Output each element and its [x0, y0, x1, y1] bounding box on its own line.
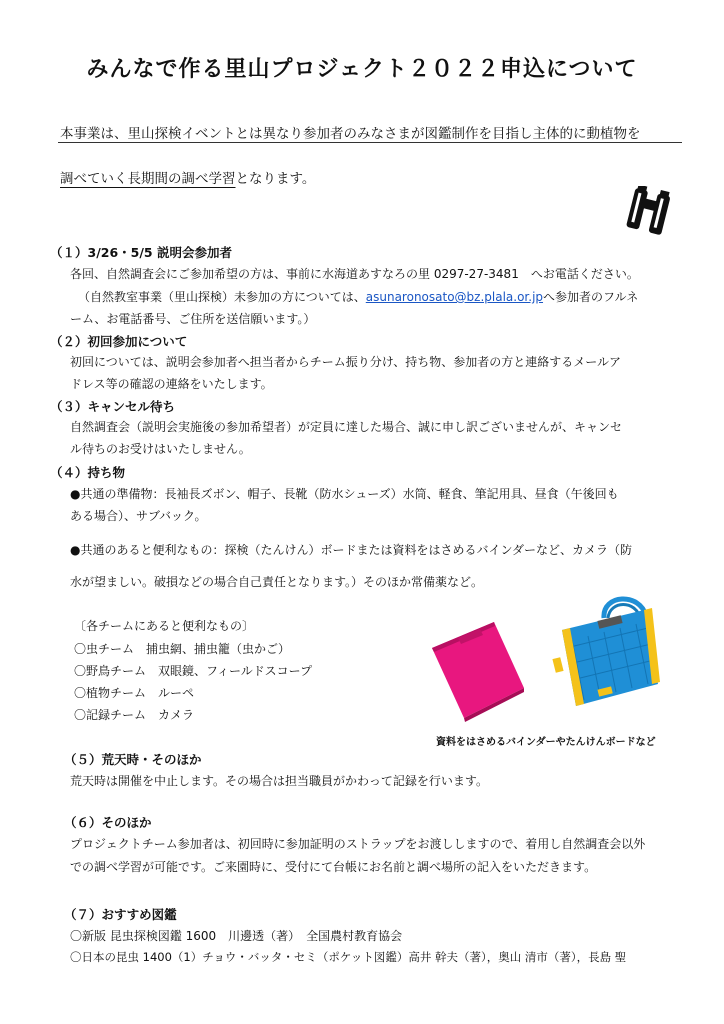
section-1-line-1: 各回、自然調査会にご参加希望の方は、事前に水海道あすなろの里 0297-27-3481 へお電話ください。 [70, 267, 639, 281]
email-link[interactable]: asunaronosato@bz.plala.or.jp [365, 290, 544, 304]
blue-board-image [548, 588, 662, 712]
section-3-line-2: ル待ちのお受けはいたしません。 [70, 442, 251, 456]
pink-binder-image [428, 612, 528, 724]
section-1-line-2-post: へ参加者のフルネ [543, 290, 639, 304]
section-2-heading: （２）初回参加について [50, 334, 188, 349]
team-item: 〇野鳥チーム 双眼鏡、フィールドスコープ [74, 664, 313, 678]
intro-rest-text: となります。 [235, 171, 316, 187]
useful-items-line-1: ●共通のあると便利なもの：探検（たんけん）ボードまたは資料をはさめるバインダーなど、カメラ（防 [70, 543, 632, 557]
useful-items-line-2: 水が望ましい。破損などの場合自己責任となります。）そのほか常備薬など。 [70, 575, 484, 589]
team-item: 〇植物チーム ルーペ [74, 686, 195, 700]
section-6-line-1: プロジェクトチーム参加者は、初回時に参加証明のストラップをお渡ししますので、着用し自然調査会以外 [70, 837, 646, 851]
section-6-heading: （６）そのほか [64, 815, 152, 830]
section-1-heading: （１）3/26・5/5 説明会参加者 [50, 245, 232, 260]
image-caption: 資料をはさめるバインダーやたんけんボードなど [436, 737, 656, 748]
section-1-line-2 [78, 288, 638, 305]
section-5-heading: （５）荒天時・そのほか [64, 752, 202, 767]
section-2-line-1: 初回については、説明会参加者へ担当者からチーム振り分け、持ち物、参加者の方と連絡するメールア [70, 355, 622, 369]
intro-line-1: 本事業は、里山探検イベントとは異なり参加者のみなさまが図鑑制作を目指し主体的に動植物を [60, 126, 641, 142]
section-1-line-3: ーム、お電話番号、ご住所を送信願います。） [70, 312, 316, 326]
book-item: 〇日本の昆虫 1400（1）チョウ・バッタ・セミ（ポケット図鑑）高井 幹夫（著），奥山 清市（著），長島 聖 [70, 950, 627, 964]
section-3-heading: （３）キャンセル待ち [50, 399, 176, 414]
team-item: 〇記録チーム カメラ [74, 708, 195, 722]
intro-underlined-text: 調べていく長期間の調べ学習 [60, 171, 236, 187]
section-1-line-2-pre: （自然教室事業（里山探検）未参加の方については、 [78, 290, 366, 304]
team-items-heading: 〔各チームにあると便利なもの〕 [74, 619, 255, 633]
team-item: 〇虫チーム 捕虫網、捕虫籠（虫かご） [74, 642, 291, 656]
intro-line-2 [60, 167, 315, 187]
section-3-line-1: 自然調査会（説明会実施後の参加希望者）が定員に達した場合、誠に申し訳ございませんが、キャンセ [70, 420, 623, 434]
book-item: 〇新版 昆虫探検図鑑 1600 川邊透（著） 全国農村教育協会 [70, 929, 403, 943]
section-4-heading: （４）持ち物 [50, 465, 126, 480]
page-title: みんなで作る里山プロジェクト２０２２申込について [86, 57, 638, 82]
section-6-line-2: での調べ学習が可能です。ご来園時に、受付にて台帳にお名前と調べ場所の記入をいただきます。 [70, 860, 597, 874]
binoculars-icon [622, 186, 678, 240]
section-2-line-2: ドレス等の確認の連絡をいたします。 [70, 377, 273, 391]
section-7-heading: （７）おすすめ図鑑 [64, 907, 177, 922]
intro-underline-1 [58, 142, 682, 143]
common-items-line-2: ある場合）、サブバック。 [70, 509, 207, 523]
common-items-line-1: ●共通の準備物：長袖長ズボン、帽子、長靴（防水シューズ）水筒、軽食、筆記用具、昼食（午後回も [70, 487, 619, 501]
section-5-line-1: 荒天時は開催を中止します。その場合は担当職員がかわって記録を行います。 [70, 774, 488, 788]
